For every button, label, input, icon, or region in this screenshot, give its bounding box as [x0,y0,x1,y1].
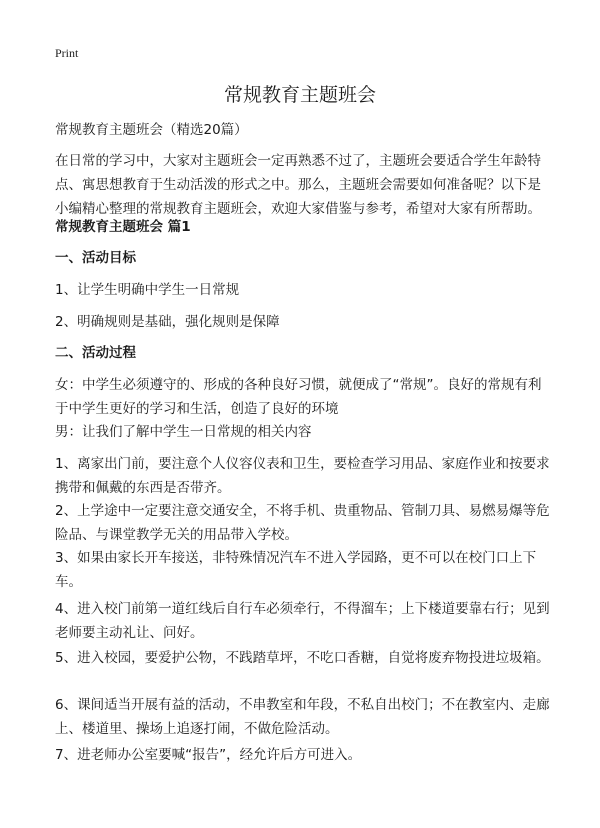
list-item-3: 3、如果由家长开车接送，非特殊情况汽车不进入学园路，更不可以在校门口上下车。 [55,550,537,590]
list-item-5: 5、进入校园，要爱护公物，不践踏草坪，不吃口香糖，自觉将废弃物投进垃圾箱。 [55,650,550,666]
goal-item-1: 1、让学生明确中学生一日常规 [55,282,240,298]
section-title: 常规教育主题班会 篇1 [55,219,191,235]
goal-item-2: 2、明确规则是基础，强化规则是保障 [55,314,280,330]
print-link[interactable]: Print [55,46,79,60]
list-item-1: 1、离家出门前，要注意个人仪容仪表和卫生，要检查学习用品、家庭作业和按要求携带和佩戴的东西是否带齐。 [55,456,550,496]
list-item-2: 2、上学途中一定要注意交通安全，不将手机、贵重物品、管制刀具、易燃易爆等危险品、与课堂教学无关的用品带入学校。 [55,503,550,543]
document-subtitle: 常规教育主题班会（精选20篇） [55,122,248,138]
intro-paragraph: 在日常的学习中，大家对主题班会一定再熟悉不过了，主题班会要适合学生年龄特点、寓思想教育于生动活泼的形式之中。那么，主题班会需要如何准备呢？以下是小编精心整理的常规教育主题班会，欢迎大家借鉴与参考，希望对大家有所帮助。 [55,153,541,217]
page-title: 常规教育主题班会 [223,84,376,106]
process-heading: 二、活动过程 [55,345,136,361]
list-item-7: 7、进老师办公室要喊“报告”，经允许后方可进入。 [55,747,362,763]
goal-heading: 一、活动目标 [55,250,136,266]
male-paragraph: 男：让我们了解中学生一日常规的相关内容 [55,424,312,440]
female-paragraph: 女：中学生必须遵守的、形成的各种良好习惯，就便成了“常规”。良好的常规有利于中学生更好的学习和生活，创造了良好的环境 [55,377,542,417]
list-item-4: 4、进入校门前第一道红线后自行车必须牵行，不得溜车；上下楼道要靠右行；见到老师要主动礼让、问好。 [55,601,550,641]
list-item-6: 6、课间适当开展有益的活动，不串教室和年段，不私自出校门；不在教室内、走廊上、楼道里、操场上追逐打闹，不做危险活动。 [55,697,550,737]
